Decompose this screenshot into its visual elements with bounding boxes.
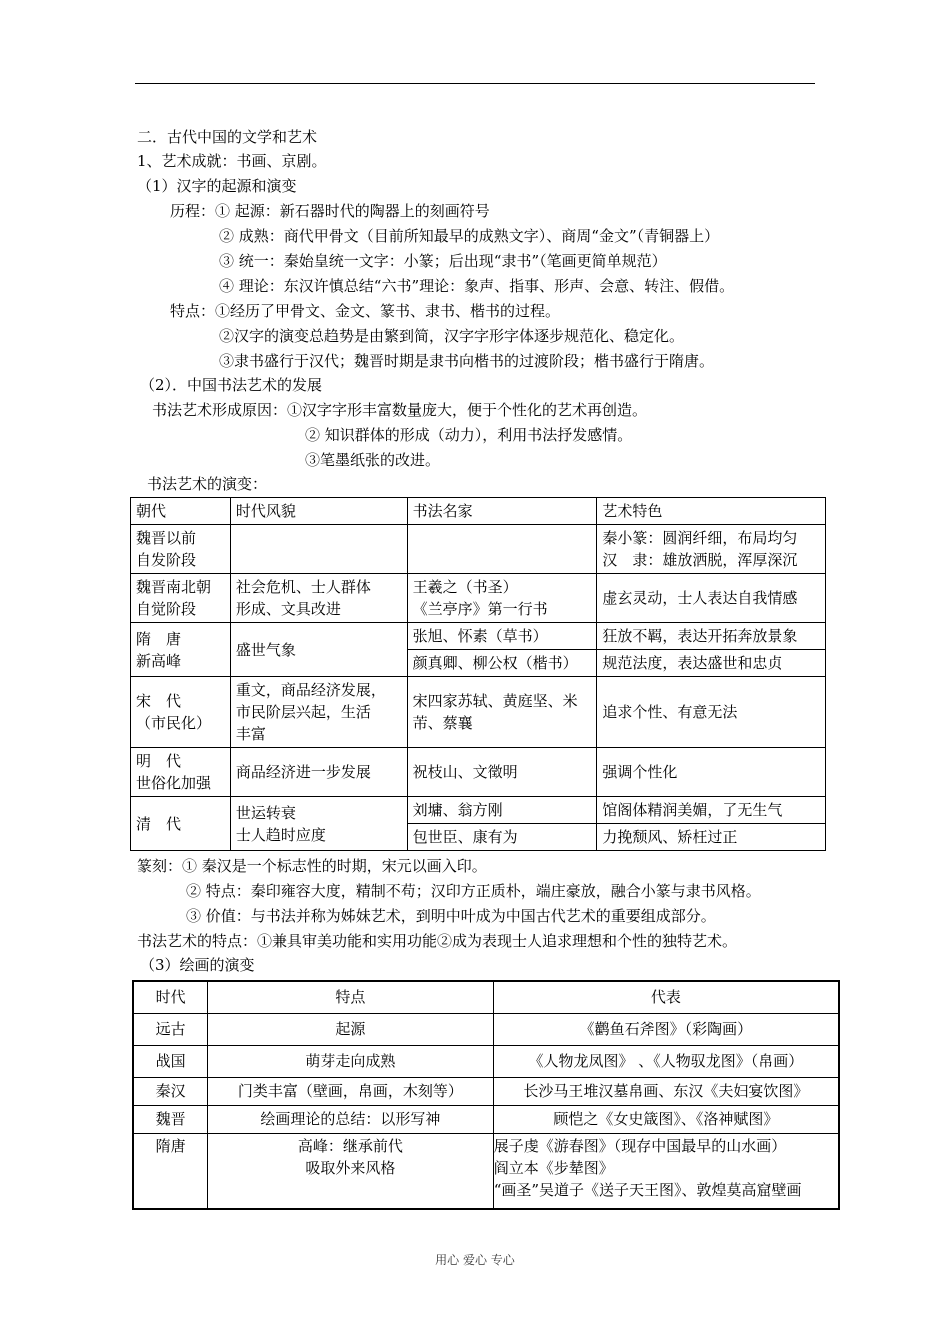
era-cell: 秦汉: [133, 1077, 208, 1105]
era-cell: 清 代: [131, 797, 231, 851]
feature-2: ②汉字的演变总趋势是由繁到简，汉字字形字体逐步规范化、稳定化。: [219, 327, 685, 345]
table-row: [131, 525, 826, 574]
masters-cell: 王羲之（书圣） 《兰亭序》第一行书: [407, 574, 597, 623]
header-cell: 朝代: [131, 498, 231, 525]
rep-cell: 长沙马王堆汉墓帛画、东汉《夫妇宴饮图》: [493, 1077, 839, 1105]
header-cell: 时代风貌: [230, 498, 407, 525]
era-cell: 魏晋南北朝 自觉阶段: [131, 574, 231, 623]
era-cell: 魏晋以前 自发阶段: [131, 525, 231, 574]
header-rule: [135, 83, 815, 84]
header-cell: 时代: [133, 981, 208, 1013]
subheading-3: （3）绘画的演变: [140, 956, 255, 974]
header-cell: 书法名家: [407, 498, 597, 525]
era-cell: 魏晋: [133, 1105, 208, 1133]
table-row: [131, 574, 826, 623]
feature-cell: 馆阁体精润美媚，了无生气: [597, 797, 826, 824]
feature-cell: 秦小篆：圆润纤细，布局均匀 汉 隶：雄放洒脱，浑厚深沉: [597, 525, 826, 574]
era-cell: 宋 代 （市民化）: [131, 677, 231, 748]
table-header-row: [133, 981, 839, 1013]
rep-cell: 展子虔《游春图》（现存中国最早的山水画） 阎立本《步辇图》 “画圣”吴道子《送子天王图》、敦煌莫高窟壁画: [493, 1133, 839, 1209]
masters-cell: 宋四家苏轼、黄庭坚、米 芾、蔡襄: [407, 677, 597, 748]
table-row: [131, 623, 826, 650]
header-cell: 代表: [493, 981, 839, 1013]
reason-2: ② 知识群体的形成（动力），利用书法抒发感情。: [305, 426, 633, 444]
feature-cell: 追求个性、有意无法: [597, 677, 826, 748]
seal-carving-3: ③ 价值：与书法并称为姊妹艺术，到明中叶成为中国古代艺术的重要组成部分。: [186, 907, 716, 925]
masters-cell: 包世臣、康有为: [407, 824, 597, 851]
style-cell: [230, 525, 407, 574]
era-cell: 隋 唐 新高峰: [131, 623, 231, 677]
table-row: [133, 1045, 839, 1077]
masters-cell: 祝枝山、文徵明: [407, 748, 597, 797]
history-unify: ③ 统一：秦始皇统一文字：小篆；后出现“隶书”（笔画更简单规范）: [219, 252, 667, 270]
era-cell: 明 代 世俗化加强: [131, 748, 231, 797]
style-cell: 世运转衰 士人趋时应度: [230, 797, 407, 851]
seal-carving-1: 篆刻：① 秦汉是一个标志性的时期，宋元以画入印。: [137, 857, 487, 875]
history-theory: ④ 理论：东汉许慎总结“六书”理论：象声、指事、形声、会意、转注、假借。: [219, 277, 735, 295]
table-row: [133, 1013, 839, 1045]
feature-cell: 狂放不羁，表达开拓奔放景象: [597, 623, 826, 650]
feature-cell: 虚玄灵动，士人表达自我情感: [597, 574, 826, 623]
reason-1: 书法艺术形成原因：①汉字字形丰富数量庞大，便于个性化的艺术再创造。: [152, 401, 648, 419]
era-cell: 隋唐: [133, 1133, 208, 1209]
rep-cell: 《鹳鱼石斧图》（彩陶画）: [493, 1013, 839, 1045]
feature-cell: 力挽颓风、矫枉过正: [597, 824, 826, 851]
table-row: [131, 748, 826, 797]
table-header-row: [131, 498, 826, 525]
page-footer: 用心 爱心 专心: [435, 1253, 515, 1267]
style-cell: 商品经济进一步发展: [230, 748, 407, 797]
table-row: [133, 1077, 839, 1105]
painting-table: [132, 980, 840, 1210]
feature-3: ③隶书盛行于汉代；魏晋时期是隶书向楷书的过渡阶段；楷书盛行于隋唐。: [219, 352, 715, 370]
history-mature: ② 成熟：商代甲骨文（目前所知最早的成熟文字）、商周“金文”（青铜器上）: [219, 227, 720, 245]
evolution-label: 书法艺术的演变：: [147, 475, 268, 493]
reason-3: ③笔墨纸张的改进。: [305, 451, 441, 469]
feature-1: 特点：①经历了甲骨文、金文、篆书、隶书、楷书的过程。: [170, 302, 561, 320]
feature-cell: 门类丰富（壁画，帛画，木刻等）: [208, 1077, 494, 1105]
subheading-2: （2）．中国书法艺术的发展: [140, 376, 323, 394]
style-cell: 重文，商品经济发展， 市民阶层兴起，生活 丰富: [230, 677, 407, 748]
masters-cell: 张旭、怀素（草书）: [407, 623, 597, 650]
calligraphy-table: [130, 497, 826, 851]
feature-cell: 起源: [208, 1013, 494, 1045]
feature-cell: 萌芽走向成熟: [208, 1045, 494, 1077]
era-cell: 战国: [133, 1045, 208, 1077]
section-title: 二．古代中国的文学和艺术: [137, 128, 318, 146]
subheading-1: （1）汉字的起源和演变: [137, 177, 297, 195]
rep-cell: 顾恺之《女史箴图》、《洛神赋图》: [493, 1105, 839, 1133]
table-row: [133, 1133, 839, 1209]
feature-cell: 高峰：继承前代 吸取外来风格: [208, 1133, 494, 1209]
table-row: [131, 677, 826, 748]
masters-cell: [407, 525, 597, 574]
table-row: [133, 1105, 839, 1133]
feature-cell: 绘画理论的总结：以形写神: [208, 1105, 494, 1133]
header-cell: 艺术特色: [597, 498, 826, 525]
calligraphy-features: 书法艺术的特点：①兼具审美功能和实用功能②成为表现士人追求理想和个性的独特艺术。: [137, 932, 738, 950]
subsection-heading: 1、艺术成就：书画、京剧。: [137, 152, 327, 170]
header-cell: 特点: [208, 981, 494, 1013]
feature-cell: 强调个性化: [597, 748, 826, 797]
era-cell: 远古: [133, 1013, 208, 1045]
masters-cell: 刘墉、翁方刚: [407, 797, 597, 824]
rep-cell: 《人物龙凤图》 、《人物驭龙图》（帛画）: [493, 1045, 839, 1077]
seal-carving-2: ② 特点：秦印雍容大度，精制不苟；汉印方正质朴，端庄豪放，融合小篆与隶书风格。: [186, 882, 761, 900]
table-row: [131, 797, 826, 824]
history-origin: 历程：① 起源：新石器时代的陶器上的刻画符号: [170, 202, 490, 220]
feature-cell: 规范法度，表达盛世和忠贞: [597, 650, 826, 677]
masters-cell: 颜真卿、柳公权（楷书）: [407, 650, 597, 677]
style-cell: 社会危机、士人群体 形成、文具改进: [230, 574, 407, 623]
style-cell: 盛世气象: [230, 623, 407, 677]
